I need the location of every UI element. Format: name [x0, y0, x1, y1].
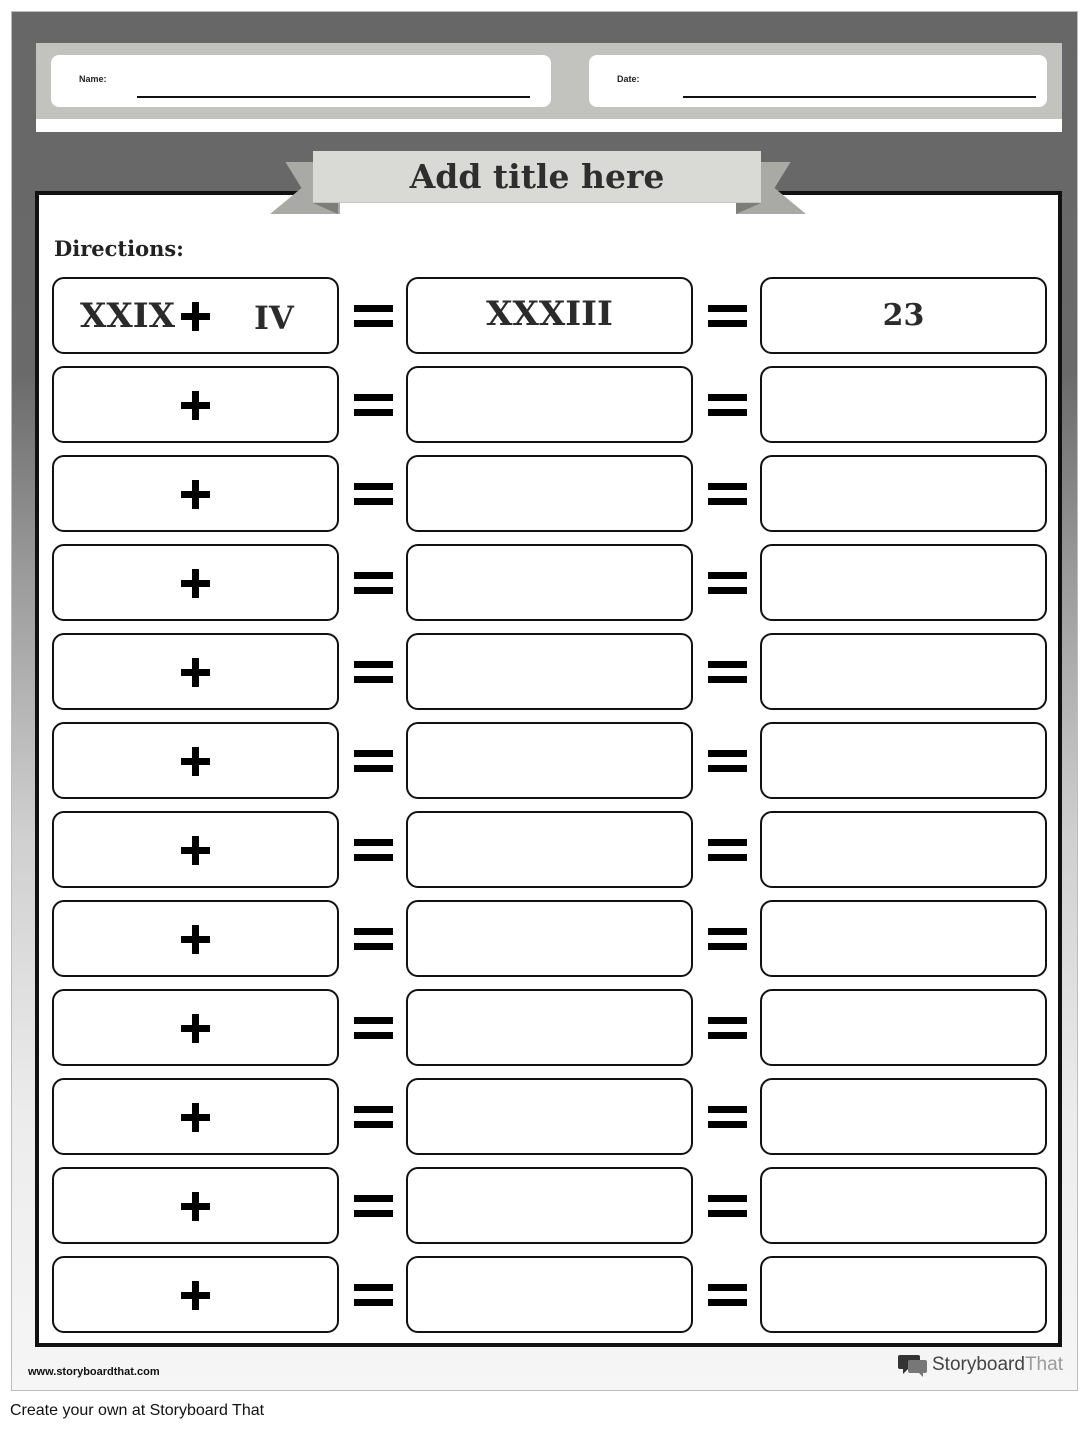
equals-icon	[354, 1195, 393, 1218]
arabic-sum-box[interactable]	[760, 1078, 1047, 1155]
equals-icon	[354, 750, 393, 773]
plus-icon	[181, 391, 210, 420]
roman-sum: XXXIII	[486, 293, 613, 334]
addend-a: XXIX	[80, 296, 176, 336]
equals-icon	[708, 661, 747, 684]
roman-sum-box[interactable]	[406, 811, 693, 888]
addition-box[interactable]	[52, 544, 339, 621]
addition-box[interactable]	[52, 1167, 339, 1244]
addition-box[interactable]	[52, 1078, 339, 1155]
plus-icon	[181, 1103, 210, 1132]
date-line	[683, 96, 1036, 98]
equals-icon	[354, 1284, 393, 1307]
equals-icon	[708, 928, 747, 951]
equals-icon	[354, 394, 393, 417]
equals-icon	[708, 305, 747, 328]
equals-icon	[708, 1195, 747, 1218]
arabic-sum-box[interactable]	[760, 277, 1047, 354]
storyboardthat-logo[interactable]	[898, 1353, 1063, 1377]
title-banner[interactable]	[313, 151, 761, 203]
equals-icon	[708, 1284, 747, 1307]
plus-icon	[181, 1014, 210, 1043]
plus-icon	[181, 480, 210, 509]
arabic-sum-box[interactable]	[760, 1167, 1047, 1244]
equals-icon	[354, 661, 393, 684]
roman-sum-box[interactable]	[406, 544, 693, 621]
addition-box[interactable]	[52, 633, 339, 710]
roman-sum-box[interactable]	[406, 1256, 693, 1333]
name-line	[137, 96, 530, 98]
roman-sum-box[interactable]	[406, 366, 693, 443]
create-your-own-caption[interactable]: Create your own at Storyboard That	[10, 1402, 265, 1419]
roman-sum-box[interactable]	[406, 455, 693, 532]
date-label: Date:	[617, 74, 640, 84]
name-label: Name:	[79, 74, 107, 84]
equals-icon	[708, 572, 747, 595]
arabic-sum-box[interactable]	[760, 544, 1047, 621]
arabic-sum-box[interactable]	[760, 989, 1047, 1066]
arabic-sum-box[interactable]	[760, 722, 1047, 799]
equals-icon	[708, 839, 747, 862]
addition-box[interactable]	[52, 900, 339, 977]
addition-box[interactable]	[52, 989, 339, 1066]
addition-box[interactable]	[52, 811, 339, 888]
arabic-sum: 23	[882, 298, 925, 333]
arabic-sum-box[interactable]	[760, 633, 1047, 710]
speech-bubbles-icon	[898, 1353, 928, 1377]
name-field[interactable]	[51, 55, 551, 107]
equals-icon	[354, 572, 393, 595]
arabic-sum-box[interactable]	[760, 811, 1047, 888]
addition-box[interactable]	[52, 1256, 339, 1333]
addition-box[interactable]	[52, 277, 339, 354]
equals-icon	[708, 483, 747, 506]
plus-icon	[181, 925, 210, 954]
arabic-sum-box[interactable]	[760, 900, 1047, 977]
equals-icon	[354, 305, 393, 328]
roman-sum-box[interactable]	[406, 722, 693, 799]
arabic-sum-box[interactable]	[760, 455, 1047, 532]
arabic-sum-box[interactable]	[760, 1256, 1047, 1333]
equals-icon	[354, 483, 393, 506]
plus-icon	[181, 569, 210, 598]
roman-sum-box[interactable]	[406, 633, 693, 710]
equals-icon	[708, 750, 747, 773]
footer-url[interactable]: www.storyboardthat.com	[28, 1366, 160, 1378]
equals-icon	[354, 1106, 393, 1129]
equals-icon	[708, 394, 747, 417]
roman-sum-box[interactable]	[406, 900, 693, 977]
addition-box[interactable]	[52, 722, 339, 799]
equals-icon	[708, 1017, 747, 1040]
plus-icon	[181, 658, 210, 687]
equals-icon	[354, 928, 393, 951]
brand-name: StoryboardThat	[932, 1354, 1063, 1375]
equals-icon	[354, 839, 393, 862]
directions-label: Directions:	[54, 236, 184, 261]
date-field[interactable]	[589, 55, 1047, 107]
plus-icon	[181, 1281, 210, 1310]
page-title[interactable]: Add title here	[409, 157, 665, 196]
roman-sum-box[interactable]	[406, 989, 693, 1066]
header-underline-strip	[36, 119, 1062, 132]
arabic-sum-box[interactable]	[760, 366, 1047, 443]
roman-sum-box[interactable]	[406, 1167, 693, 1244]
equals-icon	[354, 1017, 393, 1040]
plus-icon	[181, 836, 210, 865]
addition-box[interactable]	[52, 366, 339, 443]
plus-icon	[181, 302, 210, 331]
plus-icon	[181, 1192, 210, 1221]
roman-sum-box[interactable]	[406, 1078, 693, 1155]
worksheet	[11, 11, 1078, 1391]
addend-b: IV	[254, 299, 294, 337]
equals-icon	[708, 1106, 747, 1129]
plus-icon	[181, 747, 210, 776]
roman-sum-box[interactable]	[406, 277, 693, 354]
addition-box[interactable]	[52, 455, 339, 532]
